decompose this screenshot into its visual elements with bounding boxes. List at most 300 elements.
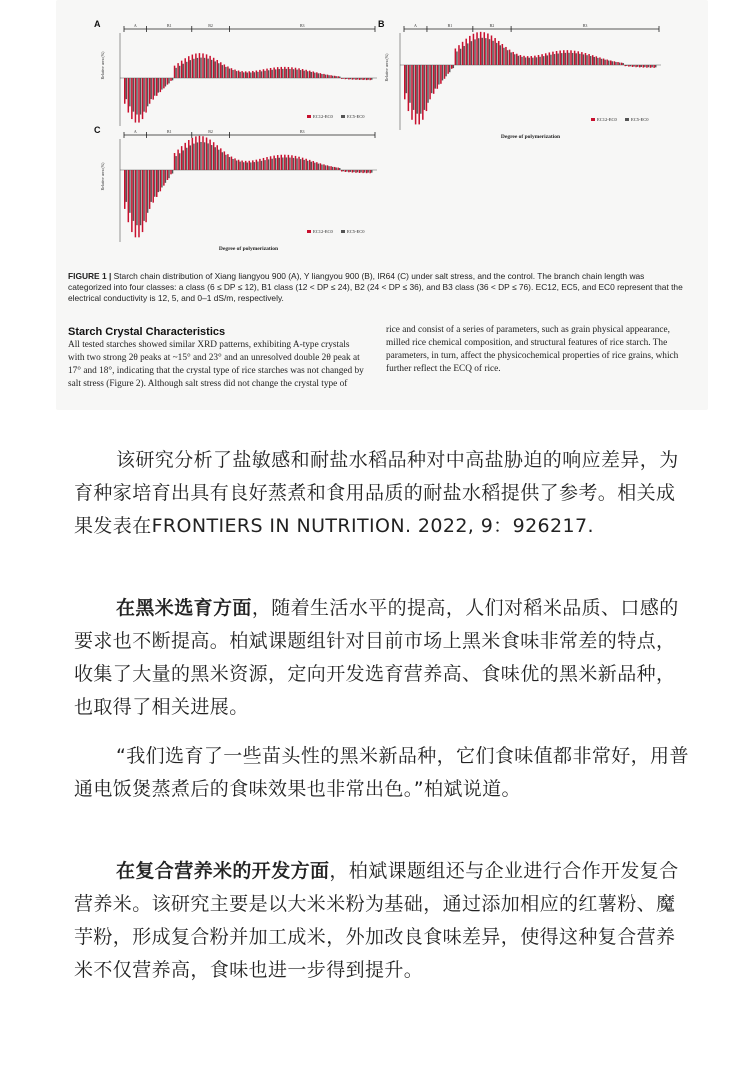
class-label: A [133, 23, 137, 28]
series1-bar [588, 54, 590, 65]
series2-bar [279, 158, 280, 170]
series2-bar [261, 161, 262, 170]
series2-bar [503, 48, 504, 65]
series2-bar [275, 69, 276, 78]
series2-bar [350, 78, 351, 79]
chart-b-svg [376, 18, 666, 148]
series2-bar [183, 150, 184, 170]
series2-bar [158, 170, 159, 192]
series1-bar [366, 170, 367, 173]
series2-bar [367, 170, 368, 173]
series2-bar [328, 166, 329, 170]
legend-label-1: EC12-EC0 [597, 117, 617, 122]
series1-bar [135, 170, 136, 237]
legend-label-2: EC5-EC0 [347, 114, 365, 119]
series2-bar [225, 155, 226, 170]
series2-bar [154, 170, 155, 197]
series1-bar [355, 170, 356, 173]
series2-bar [357, 78, 358, 79]
series2-bar [456, 51, 457, 65]
series1-bar [213, 58, 214, 78]
series1-bar [366, 78, 367, 80]
series2-bar [286, 157, 287, 170]
series2-bar [343, 170, 344, 171]
series1-bar [563, 50, 565, 65]
series2-bar [651, 65, 652, 67]
series1-bar [313, 71, 314, 78]
series2-bar [339, 77, 340, 78]
series1-bar [352, 170, 353, 173]
series2-bar [332, 167, 333, 170]
series2-bar [175, 156, 176, 170]
series2-bar [165, 78, 166, 86]
series2-bar [236, 160, 237, 170]
series1-bar [653, 65, 655, 68]
series2-bar [207, 143, 208, 170]
series2-bar [232, 159, 233, 170]
series2-bar [200, 58, 201, 78]
series2-bar [143, 170, 144, 221]
series2-bar [271, 70, 272, 78]
series2-bar [247, 73, 248, 78]
series2-bar [583, 54, 584, 65]
series2-bar [250, 162, 251, 170]
series1-bar [170, 170, 171, 174]
series1-bar [291, 67, 292, 78]
series1-bar [484, 32, 486, 65]
series1-bar [145, 170, 146, 222]
series2-bar [626, 65, 627, 66]
series1-bar [167, 78, 168, 85]
series2-bar [619, 63, 620, 65]
series1-bar [249, 71, 250, 78]
series2-bar [482, 38, 483, 65]
series1-bar [142, 170, 143, 232]
series2-bar [554, 54, 555, 65]
series2-bar [140, 78, 141, 115]
series1-bar [494, 38, 496, 65]
series1-bar [241, 71, 242, 78]
series1-bar [411, 65, 413, 120]
series1-bar [327, 165, 328, 170]
series1-bar [270, 68, 271, 78]
legend-label-2: EC5-EC0 [631, 117, 649, 122]
series2-bar [435, 65, 436, 89]
series2-bar [293, 69, 294, 78]
y-axis-title: Relative area (%) [384, 53, 389, 82]
series2-bar [133, 170, 134, 221]
series2-bar [158, 78, 159, 93]
series2-bar [500, 45, 501, 65]
series2-bar [328, 75, 329, 78]
series1-bar [181, 61, 182, 78]
series1-bar [131, 170, 132, 232]
series1-bar [352, 78, 353, 80]
series1-bar [487, 33, 489, 65]
series2-bar [485, 38, 486, 65]
series2-bar [303, 160, 304, 170]
series1-bar [231, 68, 232, 78]
series1-bar [469, 36, 471, 65]
series2-bar [547, 55, 548, 65]
class-label: B3 [299, 23, 305, 28]
series2-bar [314, 73, 315, 78]
class-label: B2 [208, 129, 213, 134]
series1-bar [330, 166, 331, 170]
series1-bar [181, 146, 182, 170]
series1-bar [646, 65, 648, 68]
series2-bar [350, 170, 351, 172]
series1-bar [216, 145, 217, 170]
series1-bar [538, 55, 540, 65]
series2-bar [406, 65, 407, 93]
series2-bar [239, 72, 240, 78]
series2-bar [243, 162, 244, 170]
series1-bar [534, 56, 536, 65]
series1-bar [206, 54, 207, 78]
series1-bar [174, 153, 175, 170]
series1-bar [149, 170, 150, 209]
series1-bar [128, 170, 129, 222]
series2-bar [225, 67, 226, 78]
series2-bar [236, 71, 237, 78]
series2-bar [175, 68, 176, 78]
series2-bar [172, 170, 173, 174]
series2-bar [357, 170, 358, 172]
series1-bar [323, 164, 324, 170]
series1-bar [192, 55, 193, 78]
series2-bar [254, 72, 255, 78]
series2-bar [183, 64, 184, 78]
series1-bar [209, 140, 210, 170]
series2-bar [264, 160, 265, 170]
series1-bar [295, 68, 296, 78]
series1-bar [277, 67, 278, 78]
series2-bar [321, 74, 322, 78]
series1-bar [284, 67, 285, 78]
p4-heading: 在复合营养米的开发方面 [116, 860, 330, 882]
series1-bar [552, 52, 554, 65]
series1-bar [234, 70, 235, 78]
series1-bar [415, 65, 417, 124]
series1-bar [263, 69, 264, 78]
series1-bar [249, 161, 250, 170]
series2-bar [460, 49, 461, 65]
article-paragraph-4 [74, 855, 694, 987]
series2-bar [364, 170, 365, 173]
series1-bar [188, 56, 189, 78]
series2-bar [521, 57, 522, 65]
series1-bar [433, 65, 435, 94]
series1-bar [256, 160, 257, 170]
x-axis-title: Degree of polymerization [218, 246, 279, 252]
series2-bar [296, 70, 297, 78]
series1-bar [138, 78, 139, 123]
series1-bar [491, 35, 493, 65]
series1-bar [337, 168, 338, 170]
series1-bar [145, 78, 146, 113]
series2-bar [321, 165, 322, 170]
series1-bar [429, 65, 431, 99]
series1-bar [369, 170, 370, 173]
series1-bar [291, 155, 292, 170]
series1-bar [369, 78, 370, 80]
series2-bar [543, 56, 544, 65]
series2-bar [215, 147, 216, 170]
series2-bar [303, 71, 304, 78]
series2-bar [307, 71, 308, 78]
series1-bar [184, 143, 185, 170]
series1-bar [348, 78, 349, 79]
series2-bar [293, 158, 294, 170]
series1-bar [444, 65, 446, 79]
series2-bar [335, 76, 336, 78]
series2-bar [257, 72, 258, 78]
chart-panel-b [376, 18, 666, 148]
series1-bar [195, 54, 196, 78]
series2-bar [413, 65, 414, 110]
series2-bar [424, 65, 425, 110]
series1-bar [614, 61, 616, 65]
series1-bar [426, 65, 428, 111]
series1-bar [192, 138, 193, 170]
series1-bar [341, 78, 342, 79]
series1-bar [184, 58, 185, 78]
series1-bar [341, 170, 342, 172]
series1-bar [330, 75, 331, 78]
series2-bar [154, 78, 155, 96]
series2-bar [136, 170, 137, 225]
series1-bar [149, 78, 150, 104]
legend-swatch-1 [307, 115, 311, 118]
series1-bar [574, 51, 576, 65]
series1-bar [216, 60, 217, 78]
series2-bar [594, 57, 595, 65]
article-paragraph-2 [74, 592, 694, 724]
series1-bar [227, 66, 228, 78]
series1-bar [288, 155, 289, 170]
series2-bar [525, 57, 526, 65]
series1-bar [238, 160, 239, 170]
series1-bar [628, 65, 630, 67]
series2-bar [568, 53, 569, 65]
series2-bar [648, 65, 649, 67]
series1-bar [305, 70, 306, 78]
series1-bar [231, 157, 232, 170]
series2-bar [129, 170, 130, 213]
series1-bar [199, 53, 200, 78]
series1-bar [309, 71, 310, 78]
series1-bar [252, 71, 253, 78]
series1-bar [362, 78, 363, 80]
series1-bar [643, 65, 645, 68]
series2-bar [179, 66, 180, 78]
series1-bar [480, 32, 482, 65]
series1-bar [320, 73, 321, 78]
series1-bar [259, 70, 260, 78]
series1-bar [298, 68, 299, 78]
series1-bar [359, 170, 360, 173]
series2-bar [282, 69, 283, 78]
series2-bar [239, 162, 240, 170]
series2-bar [254, 162, 255, 170]
figure-caption-text: Starch chain distribution of Xiang liangyou 900 (A), Y liangyou 900 (B), IR64 (C) under salt stress, and the control. The branch chain length was categorized into four classes: a class (6 ≤ DP ≤ 12), B1 class (12 < DP ≤ 24), B2 (24 < DP ≤ 36), and B3 class (36 < DP ≤ 76). EC12, EC5, and EC0 represent that the electrical conductivity is 12, 5, and 0–1 dS/m, respectively. [68, 271, 683, 303]
article-paragraph-3 [74, 740, 694, 806]
series1-bar [309, 160, 310, 170]
legend-swatch-2 [341, 230, 345, 233]
series2-bar [286, 69, 287, 78]
x-axis-title: Degree of polymerization [500, 134, 561, 140]
series1-bar [635, 65, 637, 67]
chart-a-svg [92, 18, 382, 128]
series1-bar [298, 157, 299, 170]
series1-bar [199, 136, 200, 170]
series1-bar [567, 50, 569, 65]
series2-bar [601, 59, 602, 65]
series1-bar [465, 39, 467, 65]
series2-bar [550, 55, 551, 65]
figure-caption [68, 271, 688, 304]
series1-bar [177, 63, 178, 78]
series2-bar [453, 65, 454, 68]
series1-bar [512, 52, 514, 65]
series1-bar [170, 78, 171, 81]
series2-bar [311, 72, 312, 78]
series2-bar [218, 63, 219, 78]
series1-bar [152, 170, 153, 203]
series2-bar [496, 43, 497, 65]
series1-bar [621, 63, 623, 65]
series1-bar [585, 53, 587, 65]
series1-bar [418, 65, 420, 124]
series2-bar [168, 78, 169, 83]
series1-bar [270, 156, 271, 170]
series1-bar [152, 78, 153, 100]
series1-bar [458, 45, 460, 65]
series2-bar [371, 170, 372, 173]
series2-bar [604, 60, 605, 65]
series1-bar [599, 57, 601, 65]
series1-bar [581, 52, 583, 65]
series1-bar [259, 159, 260, 170]
series2-bar [507, 50, 508, 65]
series2-bar [126, 170, 127, 202]
series2-bar [360, 78, 361, 80]
p4-text: ，柏斌课题组还与企业进行合作开发复合营养米。该研究主要是以大米米粉为基础，通过添加相应的红薯粉、魔芋粉，形成复合粉并加工成米，外加改良食味差异，使得这种复合营养米不仅营养高，食味也进一步得到提升。 [74, 860, 679, 981]
series1-bar [266, 157, 267, 170]
p2-heading: 在黑米选育方面 [116, 597, 252, 619]
series1-bar [570, 50, 572, 65]
panel-label: A [94, 19, 101, 29]
class-label: B1 [166, 23, 172, 28]
series1-bar [160, 78, 161, 92]
series2-bar [371, 78, 372, 80]
series1-bar [273, 156, 274, 170]
series2-bar [409, 65, 410, 103]
series1-bar [213, 142, 214, 170]
series2-bar [597, 58, 598, 65]
series1-bar [549, 52, 551, 65]
series2-bar [416, 65, 417, 114]
legend-label-1: EC12-EC0 [313, 114, 333, 119]
series1-bar [295, 156, 296, 170]
paper-right-column: rice and consist of a series of parameters, such as grain physical appearance, milled rice chemical composition, and structural features of rice starch. The parameters, in turn, affect the physicochemical properties of rice grains, which further reflect the ECQ of rice. [386, 325, 679, 374]
series2-bar [126, 78, 127, 99]
series1-bar [334, 167, 335, 170]
series1-bar [632, 65, 634, 67]
series1-bar [422, 65, 424, 120]
series1-bar [541, 54, 543, 65]
series1-bar [639, 65, 641, 67]
series1-bar [603, 59, 605, 65]
class-label: B3 [299, 129, 305, 134]
series2-bar [449, 65, 450, 72]
series2-bar [200, 142, 201, 170]
series1-bar [163, 170, 164, 186]
series2-bar [641, 65, 642, 67]
series1-bar [447, 65, 449, 74]
series2-bar [143, 78, 144, 112]
series2-bar [268, 159, 269, 170]
chart-panel-a [92, 18, 382, 128]
paper-left-column: All tested starches showed similar XRD patterns, exhibiting A-type crystals with two strong 2θ peaks at ~15° and 23° and an unresolved double 2θ peak at 17° and 18°, indicating that the crystal type of rice starches was not changed by salt stress (Figure 2). Although salt stress did not change the crystal type of [68, 340, 364, 389]
series1-bar [131, 78, 132, 119]
series2-bar [193, 144, 194, 170]
series1-bar [606, 60, 608, 65]
series1-bar [227, 154, 228, 170]
series2-bar [190, 60, 191, 78]
section-title: Starch Crystal Characteristics [68, 326, 226, 338]
series1-bar [313, 161, 314, 170]
series1-bar [263, 158, 264, 170]
series2-bar [261, 71, 262, 78]
series2-bar [343, 78, 344, 79]
series2-bar [172, 78, 173, 80]
series2-bar [492, 41, 493, 65]
series2-bar [296, 158, 297, 170]
series2-bar [339, 168, 340, 170]
chart-c-svg [92, 124, 382, 264]
series2-bar [186, 62, 187, 78]
series1-bar [234, 158, 235, 170]
series2-bar [536, 57, 537, 65]
series1-bar [206, 138, 207, 170]
series2-bar [257, 162, 258, 170]
series2-bar [431, 65, 432, 93]
series1-bar [505, 47, 507, 65]
panel-label: C [94, 125, 101, 135]
series1-bar [241, 161, 242, 170]
series2-bar [186, 148, 187, 170]
series2-bar [360, 170, 361, 172]
series2-bar [207, 59, 208, 78]
series1-bar [327, 75, 328, 78]
series2-bar [229, 69, 230, 78]
series1-bar [556, 51, 558, 65]
series2-bar [151, 78, 152, 99]
series1-bar [281, 155, 282, 170]
series1-bar [209, 56, 210, 78]
series1-bar [320, 163, 321, 170]
series2-bar [300, 159, 301, 170]
series1-bar [252, 160, 253, 170]
series1-bar [610, 60, 612, 65]
series2-bar [289, 69, 290, 78]
series2-bar [572, 53, 573, 65]
series2-bar [268, 70, 269, 78]
series1-bar [359, 78, 360, 80]
series1-bar [559, 50, 561, 65]
